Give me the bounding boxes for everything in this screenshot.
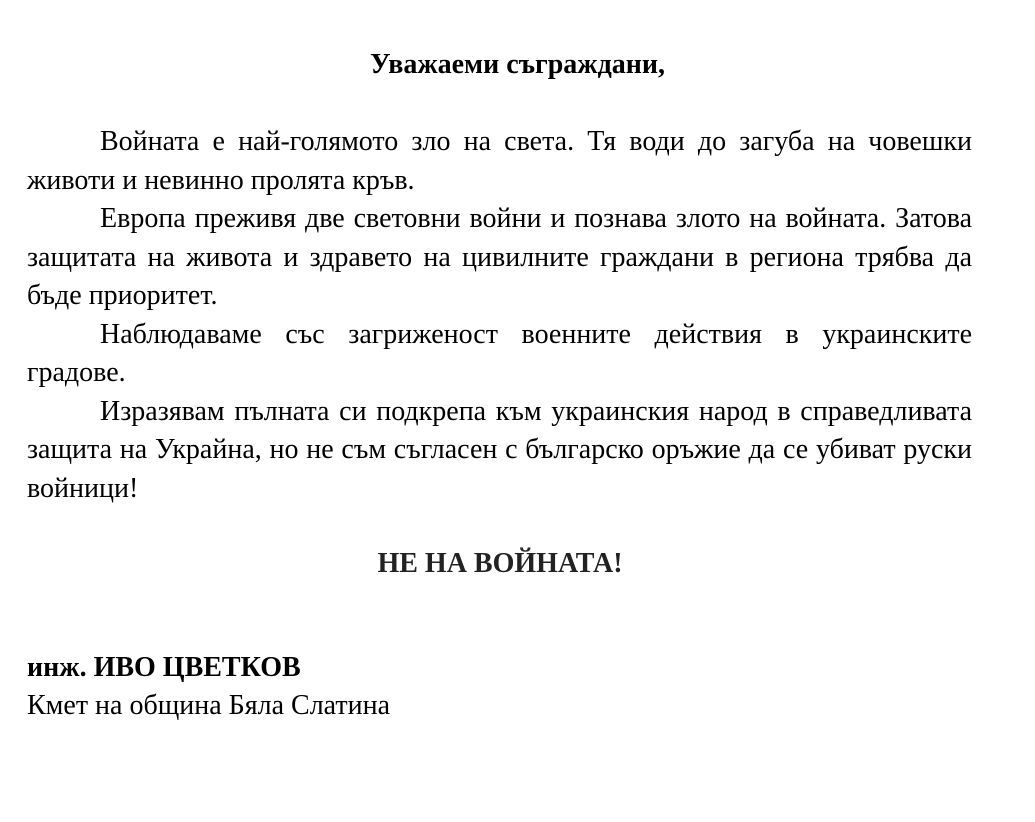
paragraph-4: Изразявам пълната си подкрепа към украинския народ в справедливата защита на Украйна, но не съм съгласен с българско оръжие да се убиват руски войници! bbox=[27, 395, 972, 504]
signature-name: инж. ИВО ЦВЕТКОВ bbox=[27, 652, 301, 683]
signature-title: Кмет на община Бяла Слатина bbox=[27, 690, 391, 721]
paragraph-3: Наблюдаваме със загриженост военните действия в украинските градове. bbox=[27, 318, 972, 388]
letter-body bbox=[27, 123, 972, 508]
paragraph-2: Европа преживя две световни войни и познава злото на войната. Затова защитата на живота и здравето на цивилните граждани в региона трябва да бъде приоритет. bbox=[27, 203, 972, 311]
letter-greeting: Уважаеми съграждани, bbox=[369, 49, 666, 80]
signature-block bbox=[27, 649, 390, 725]
slogan: НЕ НА ВОЙНАТА! bbox=[377, 548, 623, 579]
paragraph-1: Войната е най-голямото зло на света. Тя води до загуба на човешки животи и невинно пролята кръв. bbox=[27, 126, 972, 196]
